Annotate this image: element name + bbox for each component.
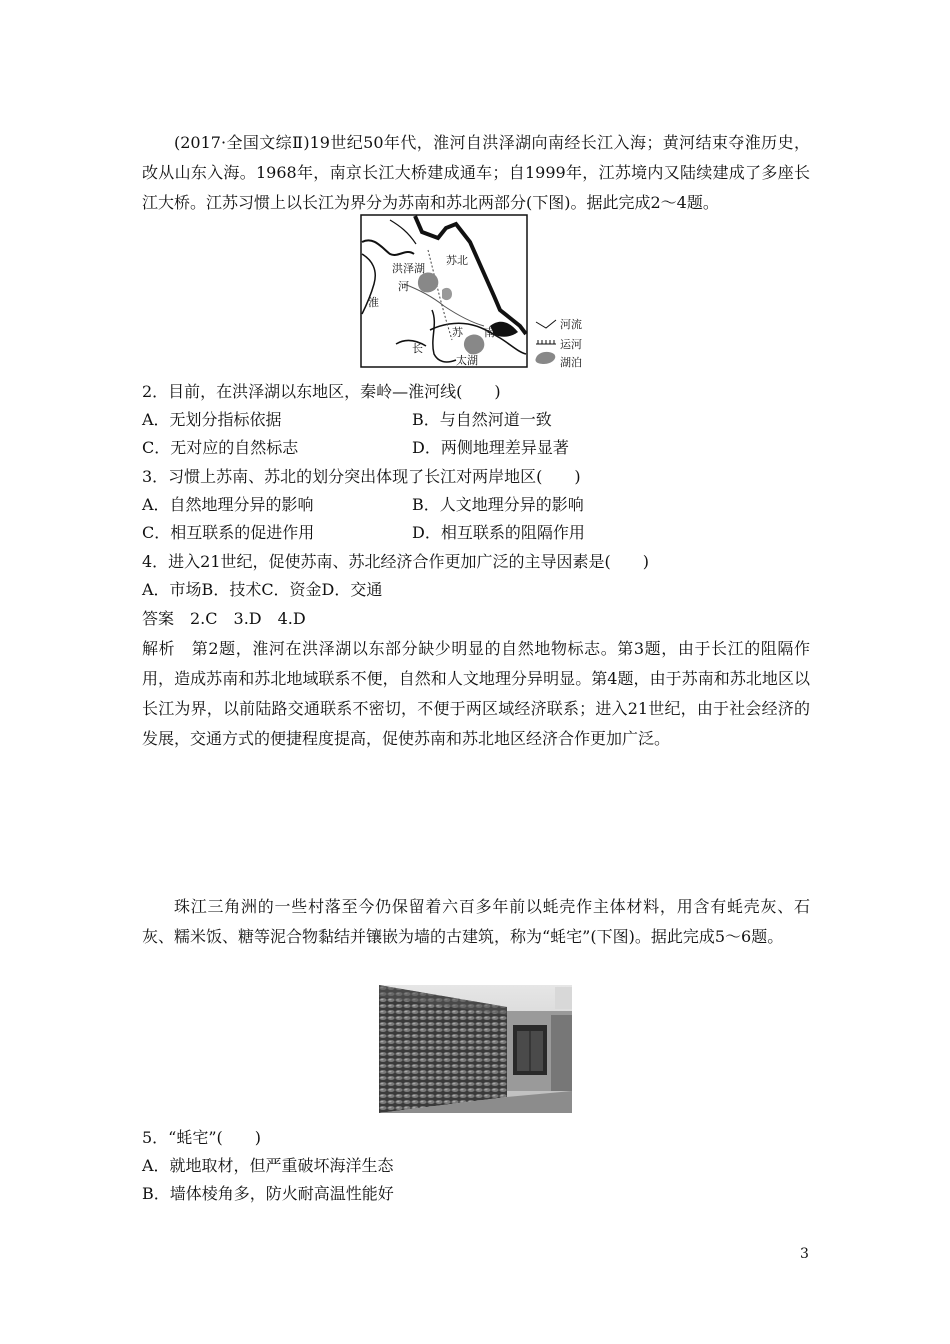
legend-lake-label: 湖泊 bbox=[560, 356, 582, 369]
q5-option-a: A．就地取材，但严重破坏海洋生态 bbox=[142, 1156, 394, 1175]
q3-option-d: D．相互联系的阻隔作用 bbox=[412, 523, 585, 542]
oyster-house-photo bbox=[379, 985, 572, 1113]
q2-stem: 2．目前，在洪泽湖以东地区，秦岭—淮河线( ) bbox=[142, 382, 501, 401]
q3-option-c: C．相互联系的促进作用 bbox=[142, 523, 315, 542]
legend-river-label: 河流 bbox=[560, 318, 582, 331]
q2-option-a: A．无划分指标依据 bbox=[142, 410, 282, 429]
q5-stem: 5．“蚝宅”( ) bbox=[142, 1128, 262, 1147]
q4-options: A．市场B．技术C．资金D．交通 bbox=[142, 580, 383, 599]
oyster-wall-image bbox=[379, 985, 572, 1113]
intro-paragraph-1: (2017·全国文综Ⅱ)19世纪50年代，淮河自洪泽湖向南经长江入海；黄河结束夺淮历史，改从山东入海。1968年，南京长江大桥建成通车；自1999年，江苏境内又陆续建成了多座长江大桥。江苏习惯上以长江为界分为苏南和苏北两部分(下图)。据此完成2～4题。 bbox=[142, 133, 810, 212]
lake-legend-icon bbox=[535, 352, 555, 364]
intro-paragraph-2: 珠江三角洲的一些村落至今仍保留着六百多年前以蚝壳作主体材料，用含有蚝壳灰、石灰、糯米饭、糖等泥合物黏结并镶嵌为墙的古建筑，称为“蚝宅”(下图)。据此完成5～6题。 bbox=[142, 897, 810, 946]
map-label-hongze: 洪泽湖 bbox=[392, 262, 425, 275]
map-label-taihu: 太湖 bbox=[456, 354, 478, 367]
map-label-nan: 南 bbox=[484, 326, 495, 339]
jiangsu-map-figure bbox=[360, 214, 600, 374]
q2-option-b: B．与自然河道一致 bbox=[412, 410, 552, 429]
map-label-chang: 长 bbox=[412, 342, 423, 355]
q3-option-a: A．自然地理分异的影响 bbox=[142, 495, 314, 514]
map-label-huai: 淮 bbox=[368, 296, 379, 309]
map-label-subei: 苏北 bbox=[446, 254, 468, 267]
page-number: 3 bbox=[800, 1246, 809, 1262]
q4-stem: 4．进入21世纪，促使苏南、苏北经济合作更加广泛的主导因素是( ) bbox=[142, 552, 650, 571]
q3-option-b: B．人文地理分异的影响 bbox=[412, 495, 584, 514]
answer-line: 答案 2.C 3.D 4.D bbox=[142, 609, 306, 628]
map-label-su: 苏 bbox=[452, 326, 463, 339]
river-legend-icon bbox=[536, 320, 556, 328]
q2-option-d: D．两侧地理差异显著 bbox=[412, 438, 569, 457]
map-label-he: 河 bbox=[398, 280, 409, 293]
q5-option-b: B．墙体棱角多，防火耐高温性能好 bbox=[142, 1184, 394, 1203]
q2-option-c: C．无对应的自然标志 bbox=[142, 438, 299, 457]
analysis-paragraph: 解析 第2题，淮河在洪泽湖以东部分缺少明显的自然地物标志。第3题，由于长江的阻隔作用，造成苏南和苏北地域联系不便，自然和人文地理分异明显。第4题，由于苏南和苏北地区以长江为界，以前陆路交通联系不密切，不便于两区域经济联系；进入21世纪，由于社会经济的发展，交通方式的便捷程度提高，促使苏南和苏北地区经济合作更加广泛。 bbox=[142, 639, 810, 748]
q3-stem: 3．习惯上苏南、苏北的划分突出体现了长江对两岸地区( ) bbox=[142, 467, 581, 486]
legend-canal-label: 运河 bbox=[560, 338, 582, 351]
